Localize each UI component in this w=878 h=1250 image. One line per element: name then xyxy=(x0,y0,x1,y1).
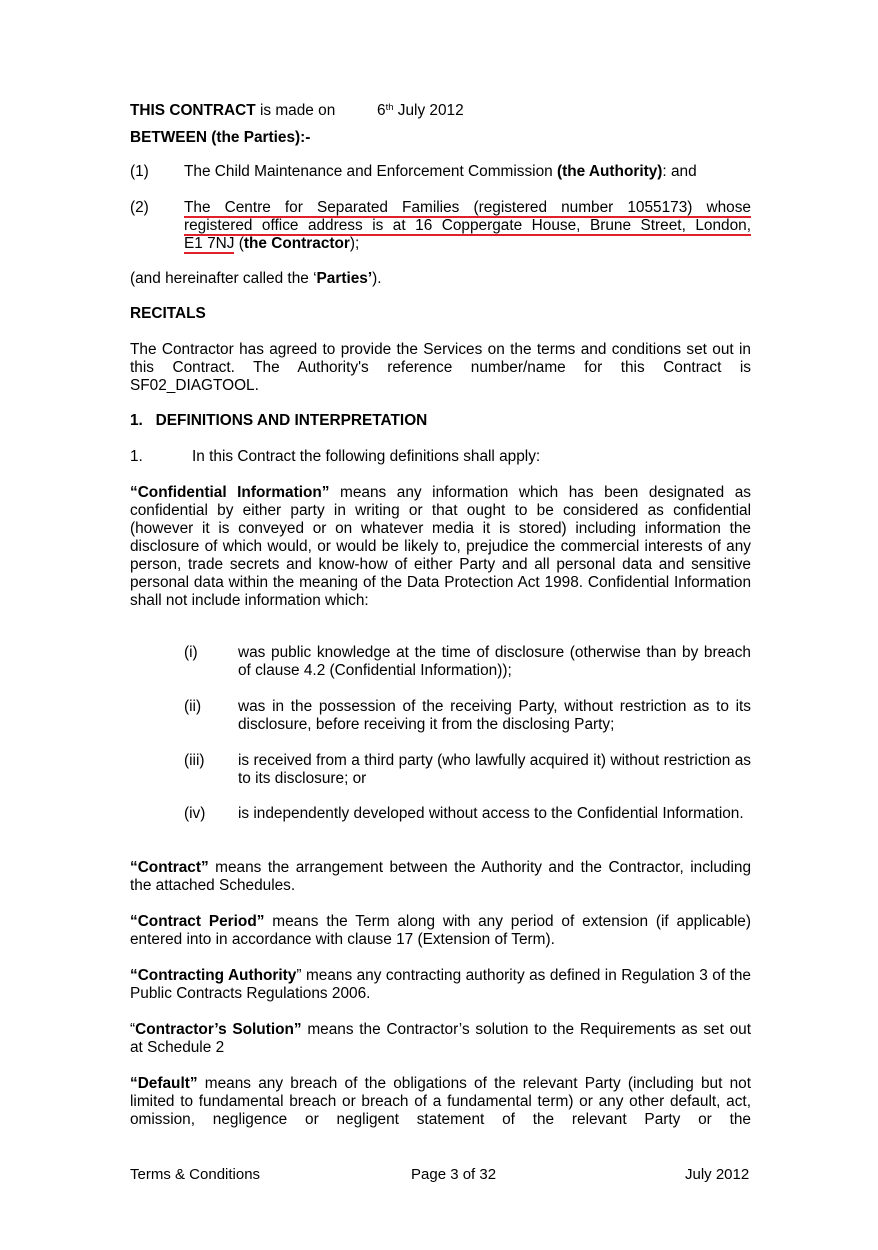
contract-lead-bold: THIS CONTRACT xyxy=(130,102,256,119)
definition-term: “Contract Period” xyxy=(130,913,265,930)
section-1-heading: 1. DEFINITIONS AND INTERPRETATION xyxy=(130,412,428,429)
party-2-line-1 xyxy=(184,199,751,217)
definition-confidential-information xyxy=(130,484,751,610)
clause-1-number: 1. xyxy=(130,448,143,465)
contract-opening xyxy=(130,102,335,120)
sub-item-number: (ii) xyxy=(184,698,202,715)
footer-right: July 2012 xyxy=(685,1166,750,1183)
party-1-name: The Child Maintenance and Enforcement Commission xyxy=(184,163,557,180)
party-2-tail-b: ); xyxy=(349,235,360,252)
party-1-number: (1) xyxy=(130,163,149,180)
definition-term: “Default” xyxy=(130,1075,198,1092)
sub-item-number: (iii) xyxy=(184,752,205,769)
sub-item-text: was in the possession of the receiving Party, without restriction as to its disclosure, before receiving it from the disclosing Party; xyxy=(238,698,751,733)
definition-contracting-authority xyxy=(130,967,751,1003)
definition-contract xyxy=(130,859,751,895)
party-1-bold: (the Authority) xyxy=(556,163,663,180)
sub-item-text: was public knowledge at the time of disclosure (otherwise than by breach of clause 4.2 (Confidential Information)); xyxy=(238,644,751,679)
party-2-underlined-1: The Centre for Separated Families (registered number 1055173) whose xyxy=(184,199,751,216)
sub-item-number: (iv) xyxy=(184,805,206,822)
definition-body: means the Term along with any period of extension (if applicable) entered into in accordance with clause 17 (Extension of Term). xyxy=(130,913,751,948)
party-2-line-2 xyxy=(184,217,751,235)
definition-term: “Contract” xyxy=(130,859,209,876)
hereinafter-a: (and hereinafter called the ‘ xyxy=(130,270,317,287)
party-2-underlined-2: registered office address is at 16 Coppergate House, Brune Street, London, xyxy=(184,217,751,234)
hereinafter-bold: Parties’ xyxy=(316,270,373,287)
footer-left: Terms & Conditions xyxy=(130,1166,261,1183)
contract-lead-rest: is made on xyxy=(255,102,336,119)
party-2-line-3 xyxy=(184,235,359,253)
definition-quote: ” xyxy=(296,967,302,984)
date-rest: July 2012 xyxy=(393,102,464,119)
sub-item-text: is independently developed without access to the Confidential Information. xyxy=(238,805,744,822)
date-sup: th xyxy=(385,102,394,113)
definition-body: means the Contractor’s solution to the Requirements as set out at Schedule 2 xyxy=(130,1021,751,1056)
recitals-heading: RECITALS xyxy=(130,305,206,322)
footer-page-number: Page 3 of 32 xyxy=(411,1166,497,1183)
contract-date xyxy=(377,102,464,120)
party-1-tail: : and xyxy=(662,163,697,180)
definition-body: means any contracting authority as defined in Regulation 3 of the Public Contracts Regulations 2006. xyxy=(130,967,751,1002)
party-2-tail-a: ( xyxy=(234,235,244,252)
party-2-number: (2) xyxy=(130,199,149,216)
date-day: 6 xyxy=(377,102,386,119)
recitals-body: The Contractor has agreed to provide the Services on the terms and conditions set out in this Contract. The Authority's reference number/name for this Contract is SF02_DIAGTOOL. xyxy=(130,341,751,394)
definition-term: Contractor’s Solution” xyxy=(135,1021,302,1038)
definition-term: “Confidential Information” xyxy=(130,484,330,501)
definition-term: “Contracting Authority xyxy=(130,967,297,984)
hereinafter-b: ). xyxy=(372,270,382,287)
party-1-text xyxy=(184,163,697,181)
clause-1-text: In this Contract the following definitions shall apply: xyxy=(192,448,541,465)
definition-body: means the arrangement between the Authority and the Contractor, including the attached Schedules. xyxy=(130,859,751,894)
definition-contractors-solution xyxy=(130,1021,751,1057)
definition-body: means any information which has been designated as confidential by either party in writing or that ought to be considered as confidential (however it is conveyed or on whatever media it is stored) including information the disclosure of which would, or would be likely to, prejudice the commercial interests of any person, trade secrets and know-how of either Party and all personal data and sensitive personal data within the meaning of the Data Protection Act 1998. Confidential Information shall not include information which: xyxy=(130,484,751,609)
definition-body: means any breach of the obligations of the relevant Party (including but not limited to fundamental breach or breach of a fundamental term) or any other default, act, omission, negligence or negligent statement of the relevant Party or the xyxy=(130,1075,751,1128)
definition-quote: “ xyxy=(130,1021,136,1038)
party-2-bold: the Contractor xyxy=(243,235,350,252)
hereinafter-line xyxy=(130,270,382,288)
party-2-underlined-3: E1 7NJ xyxy=(184,235,235,252)
sub-item-number: (i) xyxy=(184,644,198,661)
sub-item-text: is received from a third party (who lawfully acquired it) without restriction as to its disclosure; or xyxy=(238,752,751,787)
between-heading: BETWEEN (the Parties):- xyxy=(130,129,311,146)
definition-default xyxy=(130,1075,751,1129)
definition-contract-period xyxy=(130,913,751,949)
